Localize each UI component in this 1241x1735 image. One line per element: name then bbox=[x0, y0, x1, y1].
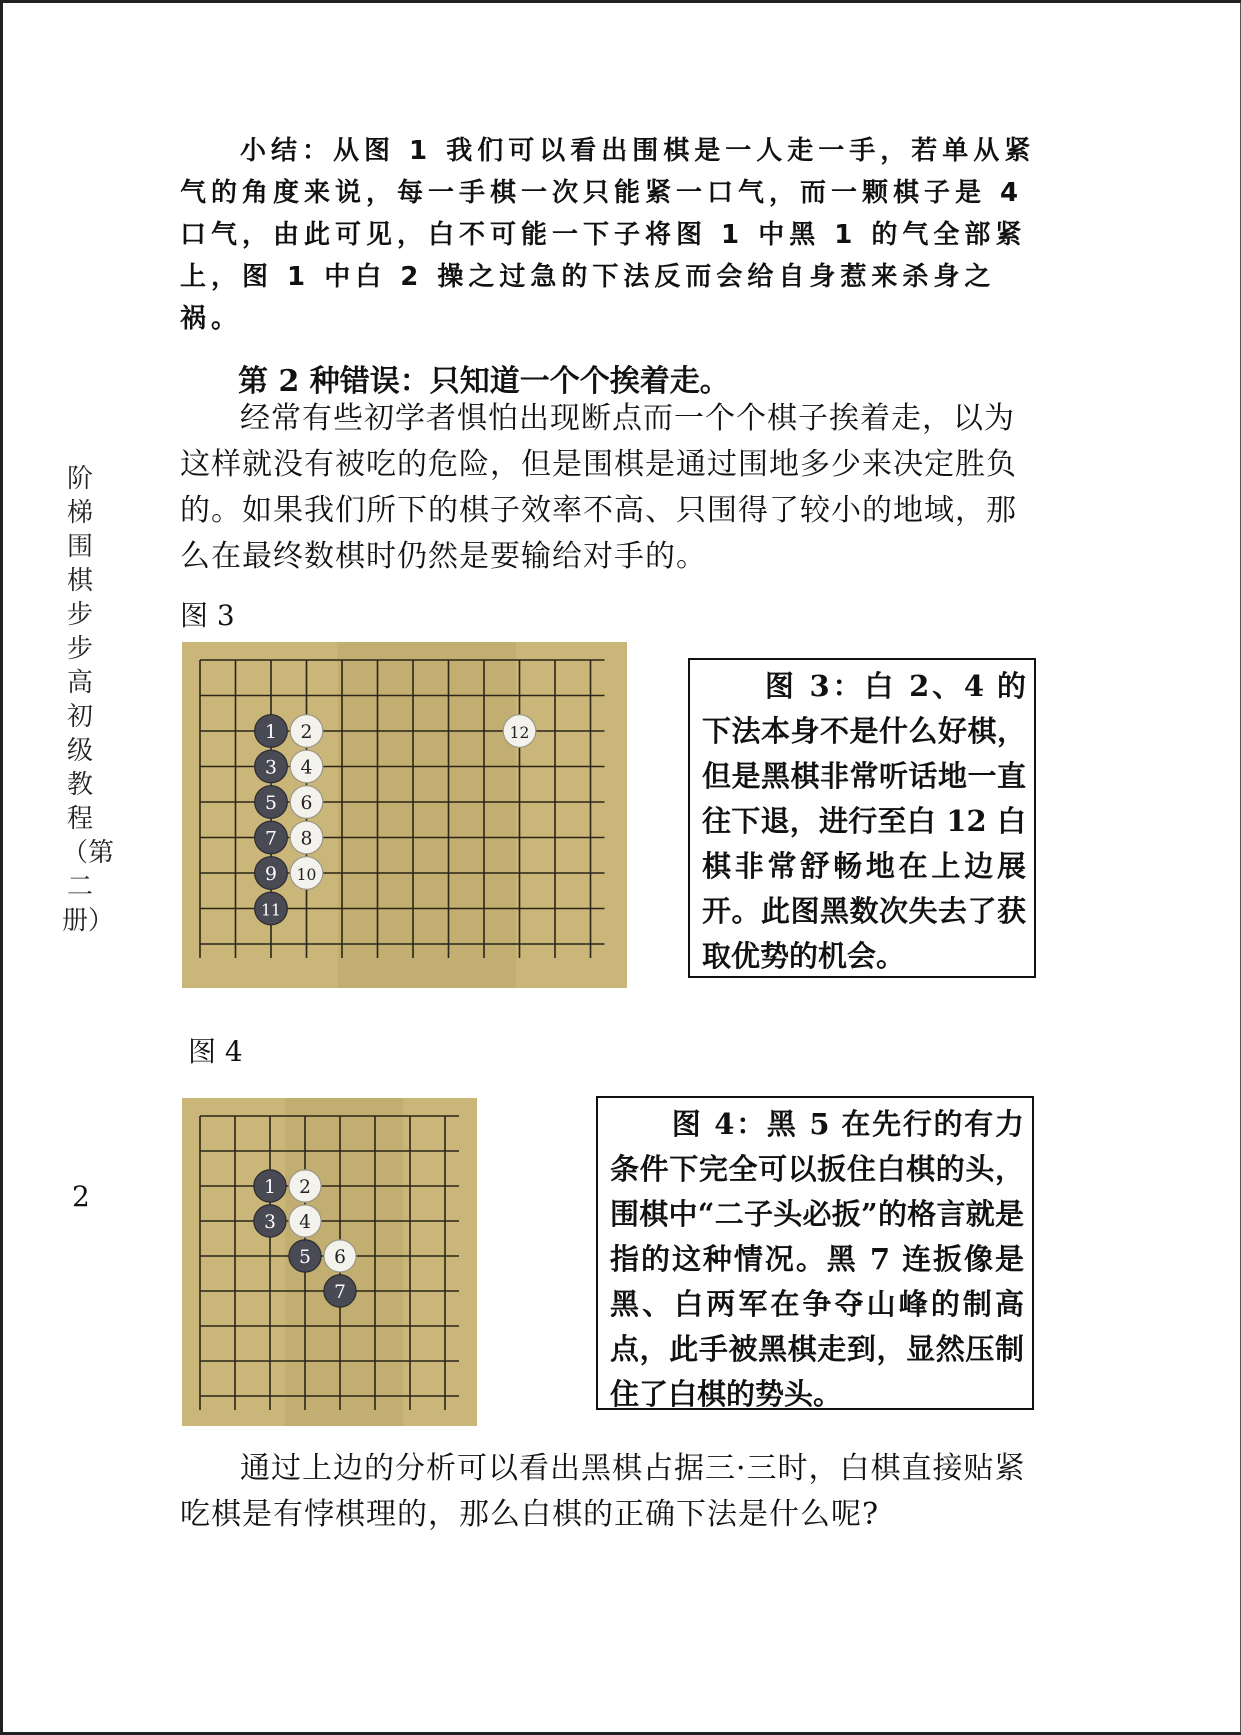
page-number: 2 bbox=[72, 1180, 90, 1213]
stone-number: 6 bbox=[334, 1246, 346, 1268]
black-stone bbox=[255, 715, 288, 748]
white-stone bbox=[289, 1205, 321, 1237]
figure3-caption-box bbox=[688, 658, 1036, 978]
black-stone bbox=[255, 821, 288, 854]
black-stone bbox=[255, 786, 288, 819]
body-paragraph-2: 通过上边的分析可以看出黑棋占据三·三时，白棋直接贴紧吃棋是有悖棋理的，那么白棋的正确下法是什么呢? bbox=[180, 1451, 1026, 1532]
black-stone bbox=[289, 1240, 321, 1272]
side-running-title: 阶梯围棋步步高初级教程（第二册） bbox=[62, 464, 115, 936]
figure4-go-board bbox=[182, 1098, 477, 1426]
black-stone bbox=[254, 1205, 286, 1237]
figure3-go-board bbox=[182, 642, 627, 988]
stone-number: 3 bbox=[265, 757, 277, 779]
white-stone bbox=[290, 786, 323, 819]
white-stone bbox=[324, 1240, 356, 1272]
body-paragraph-1: 经常有些初学者惧怕出现断点而一个个棋子挨着走，以为这样就没有被吃的危险，但是围棋是通过围地多少来决定胜负的。如果我们所下的棋子效率不高、只围得了较小的地域，那么在最终数棋时仍然是要输给对手的。 bbox=[180, 401, 1017, 574]
black-stone bbox=[255, 750, 288, 783]
black-stone bbox=[255, 857, 288, 890]
figure4-caption-box bbox=[596, 1096, 1034, 1410]
stone-number: 9 bbox=[265, 863, 277, 885]
black-stone bbox=[324, 1275, 356, 1307]
stone-number: 5 bbox=[265, 792, 277, 814]
white-stone bbox=[290, 750, 323, 783]
stone-number: 1 bbox=[265, 721, 277, 743]
section-heading: 第 2 种错误：只知道一个个挨着走。 bbox=[238, 364, 730, 399]
stone-number: 6 bbox=[300, 792, 313, 814]
stone-number: 3 bbox=[264, 1211, 276, 1233]
stone-number: 4 bbox=[300, 757, 313, 779]
white-stone bbox=[290, 857, 323, 890]
board-shading bbox=[338, 642, 516, 988]
stone-number: 7 bbox=[334, 1281, 346, 1303]
figure4-label: 图 4 bbox=[188, 1035, 243, 1068]
white-stone bbox=[290, 821, 323, 854]
white-stone bbox=[503, 715, 536, 748]
white-stone bbox=[289, 1170, 321, 1202]
stone-number: 7 bbox=[265, 828, 277, 850]
figure3-label: 图 3 bbox=[180, 599, 235, 632]
white-stone bbox=[290, 715, 323, 748]
summary-paragraph: 小结：从图 1 我们可以看出围棋是一人走一手，若单从紧气的角度来说，每一手棋一次只能紧一口气，而一颗棋子是 4 口气，由此可见，白不可能一下子将图 1 中黑 1 的气全部紧上，图 1 中白 2 操之过急的下法反而会给自身惹来杀身之祸。 bbox=[180, 136, 1036, 334]
stone-number: 11 bbox=[261, 901, 281, 920]
stone-number: 10 bbox=[296, 865, 317, 884]
stone-number: 4 bbox=[299, 1211, 311, 1233]
black-stone bbox=[254, 1170, 286, 1202]
stone-number: 5 bbox=[299, 1246, 311, 1268]
stone-number: 1 bbox=[264, 1176, 276, 1198]
stone-number: 2 bbox=[299, 1176, 311, 1198]
figure3-caption: 图 3：白 2、4 的下法本身不是什么好棋，但是黑棋非常听话地一直往下退，进行至白 12 白棋非常舒畅地在上边展开。此图黑数次失去了获取优势的机会。 bbox=[702, 669, 1026, 973]
stone-number: 8 bbox=[300, 828, 313, 850]
stone-number: 12 bbox=[509, 723, 530, 742]
stone-number: 2 bbox=[300, 721, 313, 743]
black-stone bbox=[255, 892, 288, 925]
figure4-caption: 图 4：黑 5 在先行的有力条件下完全可以扳住白棋的头，围棋中“二子头必扳”的格言就是指的这种情况。黑 7 连扳像是黑、白两军在争夺山峰的制高点，此手被黑棋走到，显然压制住了白棋的势头。 bbox=[610, 1107, 1024, 1411]
